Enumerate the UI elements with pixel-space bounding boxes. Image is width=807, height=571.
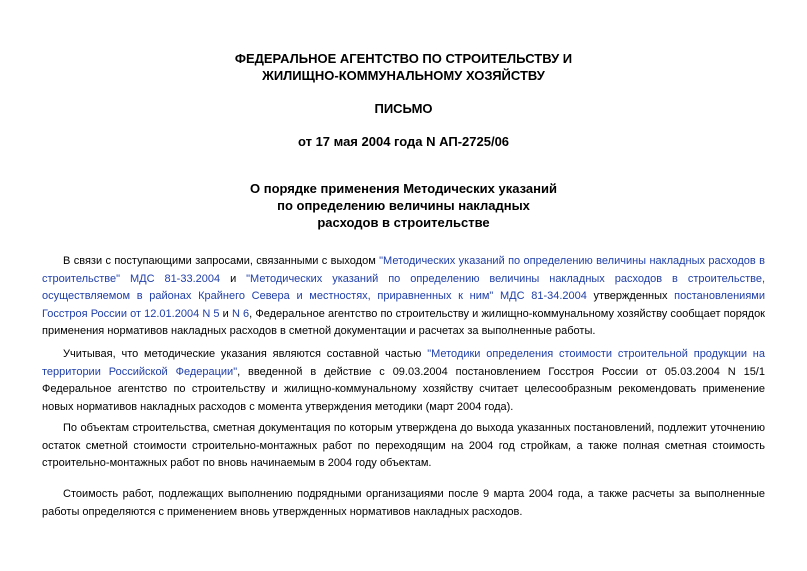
paragraph-2-text-a: Учитывая, что методические указания являются составной частью bbox=[63, 348, 428, 360]
link-mds-81-34[interactable]: "Методических указаний по определению величины накладных расходов в строительстве, осуществляемом в районах Крайнего Севера и местностях, приравненных к ним" МДС 81-34.2004 bbox=[42, 272, 765, 302]
agency-name bbox=[0, 50, 807, 84]
paragraph-1 bbox=[42, 253, 765, 359]
paragraph-4-text: Стоимость работ, подлежащих выполнению подрядными организациями после 9 марта 2004 года, а также расчеты за выполненные работы определяются с применением вновь утвержденных нормативов накладных расходов. bbox=[42, 488, 765, 518]
agency-name-line-2: ЖИЛИЩНО-КОММУНАЛЬНОМУ ХОЗЯЙСТВУ bbox=[262, 68, 545, 83]
paragraph-3-text: По объектам строительства, сметная документация по которым утверждена до выхода указанных постановлений, подлежит уточнению остаток сметной стоимости строительно-монтажных работ по переходящим на 2004 год стройкам, а также полная сметная стоимость строительно-монтажных работ по вновь начинаемым в 2004 году объектам. bbox=[42, 422, 765, 469]
link-mds-81-33[interactable]: "Методических указаний по определению величины накладных расходов в строительстве" МДС 81-33.2004 bbox=[42, 255, 765, 285]
link-methodology[interactable]: "Методики определения стоимости строительной продукции на территории Российской Федерации" bbox=[42, 348, 766, 378]
paragraph-4 bbox=[42, 486, 765, 539]
subject-line-2: по определению величины накладных bbox=[277, 198, 530, 213]
document-subject bbox=[0, 180, 807, 231]
paragraph-1-text-e: , Федеральное агентство по строительству и жилищно-коммунальному хозяйству сообщает порядок применения нормативов накладных расходов в сметной документации и расчетах за выполненные работы. bbox=[42, 307, 765, 337]
paragraph-1-text-b: и bbox=[220, 272, 247, 285]
agency-name-line-1: ФЕДЕРАЛЬНОЕ АГЕНТСТВО ПО СТРОИТЕЛЬСТВУ И bbox=[234, 51, 573, 66]
paragraph-1-text-a: В связи с поступающими запросами, связанными с выходом bbox=[63, 255, 380, 267]
paragraph-2-text-b: , введенной в действие с 09.03.2004 постановлением Госстроя России от 05.03.2004 N 15/1 Федеральное агентство по строительству и жилищно-коммунальному хозяйству считает целесообразным рекомендовать применение новых нормативов накладных расходов с момента утверждения методики (март 2004 года). bbox=[42, 365, 765, 413]
document-type: ПИСЬМО bbox=[374, 101, 433, 116]
subject-line-3: расходов в строительстве bbox=[317, 215, 490, 230]
subject-line-1: О порядке применения Методических указаний bbox=[250, 181, 557, 196]
paragraph-3 bbox=[42, 420, 765, 491]
link-resolution-n6[interactable]: N 6 bbox=[231, 307, 250, 320]
link-resolution-n5[interactable]: постановлениями Госстроя России от 12.01.2004 N 5 bbox=[42, 290, 765, 320]
paragraph-1-text-c: утвержденных bbox=[586, 290, 675, 302]
document-date-number: от 17 мая 2004 года N АП-2725/06 bbox=[297, 134, 510, 149]
paragraph-1-text-d: и bbox=[219, 307, 232, 320]
